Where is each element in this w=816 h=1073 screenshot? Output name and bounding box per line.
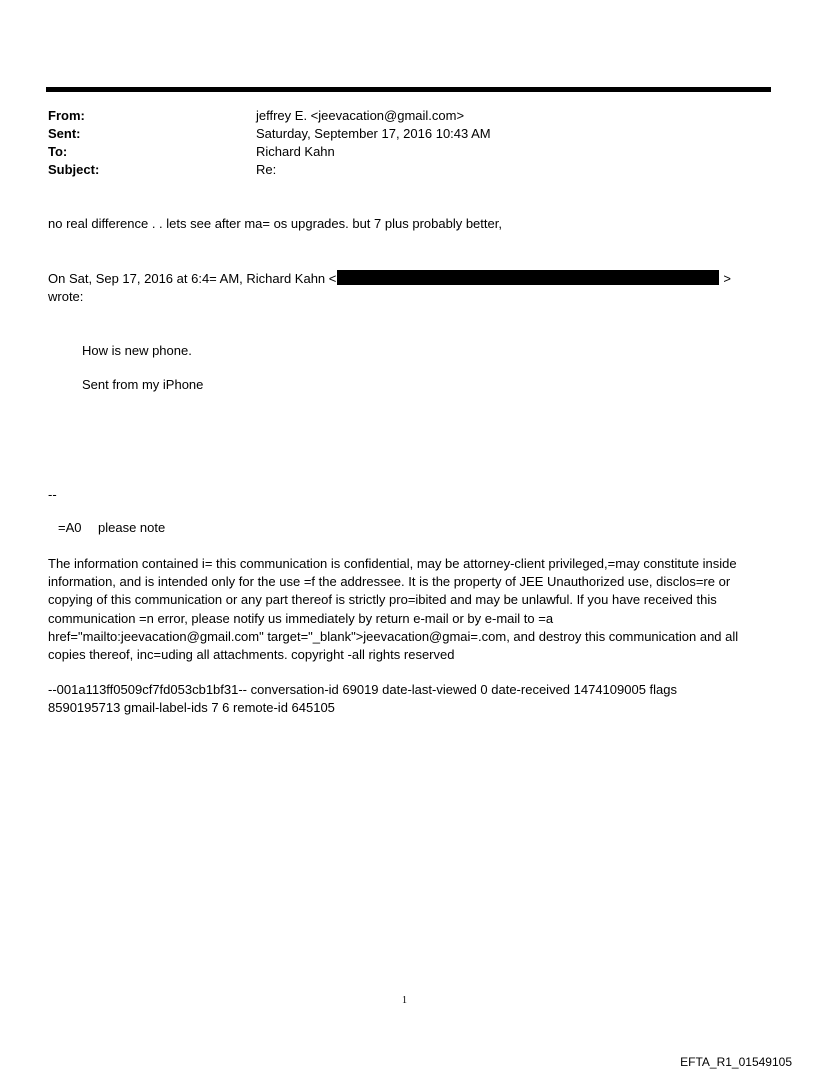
from-label: From: <box>48 108 85 123</box>
quoted-line-1: How is new phone. <box>82 343 192 358</box>
note-label: please note <box>98 520 166 535</box>
sent-label: Sent: <box>48 126 81 141</box>
note-code: =A0 <box>58 520 82 535</box>
signature-dashes: -- <box>48 487 57 502</box>
quoted-line-2: Sent from my iPhone <box>82 377 204 392</box>
redaction-bar <box>337 270 719 285</box>
sent-value: Saturday, September 17, 2016 10:43 AM <box>256 126 491 141</box>
document-id: EFTA_R1_01549105 <box>680 1055 792 1069</box>
email-header <box>48 107 748 179</box>
quote-intro-line <box>48 270 731 288</box>
metadata-paragraph: --001a113ff0509cf7fd053cb1bf31-- conversation-id 69019 date-last-viewed 0 date-received 1474109005 flags 8590195713 gmail-label-ids 7 6 remote-id 645105 <box>48 682 678 716</box>
quote-intro-prefix: On Sat, Sep 17, 2016 at 6:4= AM, Richard Kahn < <box>48 271 337 286</box>
from-row <box>48 107 748 125</box>
page-number: 1 <box>402 995 407 1006</box>
email-body-line: no real difference . . lets see after ma= os upgrades. but 7 plus probably better, <box>48 216 502 231</box>
subject-label: Subject: <box>48 162 100 177</box>
sent-row <box>48 125 748 143</box>
to-value: Richard Kahn <box>256 144 335 159</box>
top-divider <box>46 87 771 92</box>
subject-value: Re: <box>256 162 277 177</box>
subject-row <box>48 161 748 179</box>
disclaimer-paragraph: The information contained i= this communication is confidential, may be attorney-client privileged,=may constitute inside information, and is intended only for the use =f the addressee. It is the property of JEE Unauthorized use, disclos=re or copying of this communication or any part thereof is strictly pro=ibited and may be unlawful. If you have received this communication =n error, please notify us immediately by return e-mail or by e-mail to =a href="mailto:jeevacation@gmail.com" target="_blank">jeevacation@gmai=.com, and destroy this communication and all copies thereof, inc=uding all attachments. copyright -all rights reserved <box>48 556 739 663</box>
from-value: jeffrey E. <jeevacation@gmail.com> <box>256 108 465 123</box>
to-label: To: <box>48 144 68 159</box>
to-row <box>48 143 748 161</box>
quote-intro-wrote: wrote: <box>48 289 84 304</box>
quote-intro-suffix: > <box>723 271 731 286</box>
